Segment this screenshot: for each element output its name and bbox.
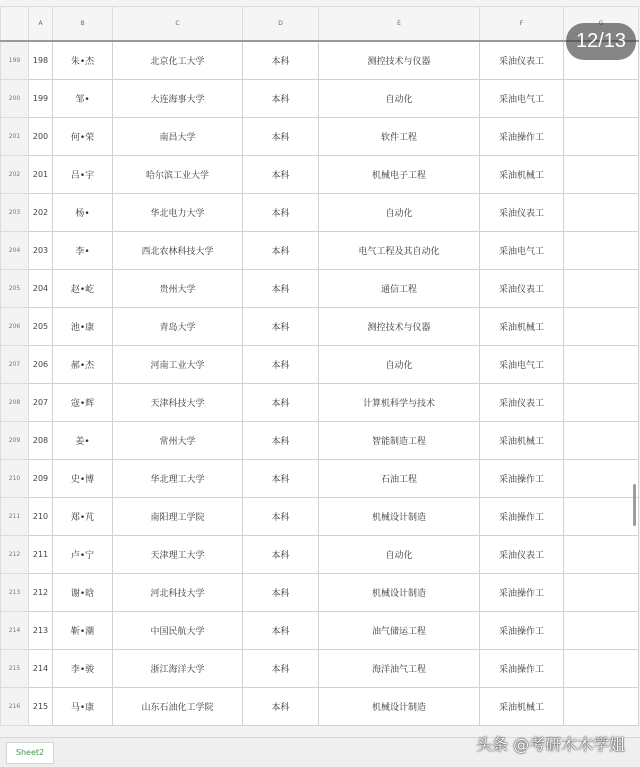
table-row <box>1 80 639 118</box>
cell-col-c[interactable]: 浙江海洋大学 <box>113 650 243 688</box>
cell-col-f[interactable]: 采油机械工 <box>480 308 564 346</box>
row-number[interactable]: 205 <box>1 270 29 308</box>
cell-col-e[interactable]: 智能制造工程 <box>319 422 480 460</box>
row-number[interactable]: 211 <box>1 498 29 536</box>
cell-col-c[interactable]: 河南工业大学 <box>113 346 243 384</box>
table-row <box>1 650 639 688</box>
cell-col-c[interactable]: 河北科技大学 <box>113 574 243 612</box>
cell-col-c[interactable]: 南昌大学 <box>113 118 243 156</box>
row-number[interactable]: 216 <box>1 688 29 726</box>
cell-col-e[interactable]: 自动化 <box>319 536 480 574</box>
cell-col-c[interactable]: 常州大学 <box>113 422 243 460</box>
cell-col-b[interactable]: 杨• <box>53 194 113 232</box>
cell-col-f[interactable]: 采油仪表工 <box>480 41 564 80</box>
cell-col-c[interactable]: 哈尔滨工业大学 <box>113 156 243 194</box>
cell-col-e[interactable]: 石油工程 <box>319 460 480 498</box>
cell-col-c[interactable]: 青岛大学 <box>113 308 243 346</box>
cell-col-b[interactable]: 朱•杰 <box>53 41 113 80</box>
row-number[interactable]: 208 <box>1 384 29 422</box>
cell-col-a[interactable]: 202 <box>29 194 53 232</box>
table-row <box>1 308 639 346</box>
grid-body <box>1 41 639 726</box>
cell-col-a[interactable]: 203 <box>29 232 53 270</box>
column-header-d[interactable]: D <box>243 7 319 42</box>
cell-col-g[interactable] <box>564 232 639 270</box>
column-header-e[interactable]: E <box>319 7 480 42</box>
cell-col-f[interactable]: 采油操作工 <box>480 612 564 650</box>
cell-col-b[interactable]: 史•博 <box>53 460 113 498</box>
cell-col-c[interactable]: 华北理工大学 <box>113 460 243 498</box>
table-row <box>1 232 639 270</box>
cell-col-d[interactable]: 本科 <box>243 536 319 574</box>
cell-col-d[interactable]: 本科 <box>243 80 319 118</box>
cell-col-g[interactable] <box>564 612 639 650</box>
cell-col-g[interactable] <box>564 688 639 726</box>
cell-col-a[interactable]: 201 <box>29 156 53 194</box>
table-row <box>1 422 639 460</box>
cell-col-b[interactable]: 谢•晗 <box>53 574 113 612</box>
cell-col-a[interactable]: 209 <box>29 460 53 498</box>
cell-col-c[interactable]: 天津理工大学 <box>113 536 243 574</box>
cell-col-b[interactable]: 邹• <box>53 80 113 118</box>
table-row <box>1 156 639 194</box>
cell-col-b[interactable]: 卢•宁 <box>53 536 113 574</box>
cell-col-e[interactable]: 自动化 <box>319 346 480 384</box>
cell-col-a[interactable]: 204 <box>29 270 53 308</box>
cell-col-g[interactable] <box>564 422 639 460</box>
vertical-scrollbar-thumb[interactable] <box>633 484 636 526</box>
cell-col-f[interactable]: 采油操作工 <box>480 460 564 498</box>
cell-col-g[interactable] <box>564 536 639 574</box>
table-row <box>1 536 639 574</box>
cell-col-e[interactable]: 测控技术与仪器 <box>319 308 480 346</box>
column-header-c[interactable]: C <box>113 7 243 42</box>
cell-col-a[interactable]: 212 <box>29 574 53 612</box>
cell-col-e[interactable]: 机械电子工程 <box>319 156 480 194</box>
cell-col-b[interactable]: 姜• <box>53 422 113 460</box>
cell-col-b[interactable]: 池•康 <box>53 308 113 346</box>
table-row <box>1 460 639 498</box>
cell-col-a[interactable]: 208 <box>29 422 53 460</box>
row-number[interactable]: 204 <box>1 232 29 270</box>
cell-col-g[interactable] <box>564 156 639 194</box>
cell-col-d[interactable]: 本科 <box>243 574 319 612</box>
cell-col-d[interactable]: 本科 <box>243 118 319 156</box>
cell-col-d[interactable]: 本科 <box>243 41 319 80</box>
cell-col-f[interactable]: 采油机械工 <box>480 688 564 726</box>
column-header-f[interactable]: F <box>480 7 564 42</box>
table-row <box>1 346 639 384</box>
cell-col-b[interactable]: 寇•辉 <box>53 384 113 422</box>
row-number[interactable]: 212 <box>1 536 29 574</box>
cell-col-a[interactable]: 211 <box>29 536 53 574</box>
cell-col-d[interactable]: 本科 <box>243 384 319 422</box>
row-number[interactable]: 202 <box>1 156 29 194</box>
cell-col-g[interactable] <box>564 118 639 156</box>
cell-col-a[interactable]: 200 <box>29 118 53 156</box>
cell-col-d[interactable]: 本科 <box>243 346 319 384</box>
table-row <box>1 688 639 726</box>
cell-col-a[interactable]: 198 <box>29 41 53 80</box>
cell-col-b[interactable]: 吕•宇 <box>53 156 113 194</box>
watermark-text: 头条 @考研木木学姐 <box>476 735 626 754</box>
row-number[interactable]: 209 <box>1 422 29 460</box>
cell-col-b[interactable]: 马•康 <box>53 688 113 726</box>
cell-col-d[interactable]: 本科 <box>243 194 319 232</box>
cell-col-c[interactable]: 贵州大学 <box>113 270 243 308</box>
select-all-corner[interactable] <box>1 7 29 42</box>
cell-col-f[interactable]: 采油电气工 <box>480 346 564 384</box>
cell-col-g[interactable] <box>564 650 639 688</box>
cell-col-e[interactable]: 自动化 <box>319 194 480 232</box>
cell-col-f[interactable]: 采油操作工 <box>480 118 564 156</box>
cell-col-c[interactable]: 大连海事大学 <box>113 80 243 118</box>
row-number[interactable]: 207 <box>1 346 29 384</box>
cell-col-a[interactable]: 210 <box>29 498 53 536</box>
table-row <box>1 498 639 536</box>
cell-col-g[interactable] <box>564 498 639 536</box>
cell-col-g[interactable] <box>564 384 639 422</box>
cell-col-g[interactable] <box>564 460 639 498</box>
cell-col-e[interactable]: 机械设计制造 <box>319 574 480 612</box>
cell-col-g[interactable] <box>564 346 639 384</box>
column-header-row <box>1 7 639 42</box>
cell-col-f[interactable]: 采油仪表工 <box>480 536 564 574</box>
image-page-counter: 12/13 <box>566 23 636 60</box>
cell-col-a[interactable]: 207 <box>29 384 53 422</box>
cell-col-e[interactable]: 自动化 <box>319 80 480 118</box>
cell-col-e[interactable]: 电气工程及其自动化 <box>319 232 480 270</box>
cell-col-e[interactable]: 软件工程 <box>319 118 480 156</box>
row-number[interactable]: 201 <box>1 118 29 156</box>
row-number[interactable]: 203 <box>1 194 29 232</box>
table-row <box>1 118 639 156</box>
cell-col-e[interactable]: 测控技术与仪器 <box>319 41 480 80</box>
cell-col-g[interactable] <box>564 574 639 612</box>
cell-col-b[interactable]: 赵•屹 <box>53 270 113 308</box>
cell-col-b[interactable]: 李• <box>53 232 113 270</box>
cell-col-b[interactable]: 郝•杰 <box>53 346 113 384</box>
cell-col-c[interactable]: 中国民航大学 <box>113 612 243 650</box>
cell-col-d[interactable]: 本科 <box>243 612 319 650</box>
cell-col-g[interactable] <box>564 80 639 118</box>
table-row <box>1 612 639 650</box>
cell-col-c[interactable]: 南阳理工学院 <box>113 498 243 536</box>
cell-col-c[interactable]: 山东石油化工学院 <box>113 688 243 726</box>
cell-col-c[interactable]: 华北电力大学 <box>113 194 243 232</box>
cell-col-e[interactable]: 油气储运工程 <box>319 612 480 650</box>
cell-col-f[interactable]: 采油仪表工 <box>480 384 564 422</box>
row-number[interactable]: 210 <box>1 460 29 498</box>
cell-col-a[interactable]: 214 <box>29 650 53 688</box>
table-row <box>1 41 639 80</box>
cell-col-d[interactable]: 本科 <box>243 460 319 498</box>
cell-col-d[interactable]: 本科 <box>243 498 319 536</box>
column-header-b[interactable]: B <box>53 7 113 42</box>
cell-col-c[interactable]: 天津科技大学 <box>113 384 243 422</box>
row-number[interactable]: 200 <box>1 80 29 118</box>
cell-col-e[interactable]: 机械设计制造 <box>319 498 480 536</box>
cell-col-f[interactable]: 采油机械工 <box>480 156 564 194</box>
cell-col-f[interactable]: 采油操作工 <box>480 498 564 536</box>
cell-col-d[interactable]: 本科 <box>243 688 319 726</box>
cell-col-g[interactable] <box>564 308 639 346</box>
cell-col-f[interactable]: 采油电气工 <box>480 232 564 270</box>
cell-col-f[interactable]: 采油机械工 <box>480 422 564 460</box>
cell-col-b[interactable]: 何•荣 <box>53 118 113 156</box>
cell-col-a[interactable]: 215 <box>29 688 53 726</box>
cell-col-b[interactable]: 靳•潮 <box>53 612 113 650</box>
cell-col-e[interactable]: 计算机科学与技术 <box>319 384 480 422</box>
cell-col-d[interactable]: 本科 <box>243 650 319 688</box>
cell-col-d[interactable]: 本科 <box>243 156 319 194</box>
cell-col-a[interactable]: 206 <box>29 346 53 384</box>
cell-col-a[interactable]: 213 <box>29 612 53 650</box>
row-number[interactable]: 214 <box>1 612 29 650</box>
table-row <box>1 384 639 422</box>
row-number[interactable]: 215 <box>1 650 29 688</box>
cell-col-e[interactable]: 通信工程 <box>319 270 480 308</box>
cell-col-e[interactable]: 海洋油气工程 <box>319 650 480 688</box>
row-number[interactable]: 206 <box>1 308 29 346</box>
cell-col-d[interactable]: 本科 <box>243 308 319 346</box>
cell-col-c[interactable]: 北京化工大学 <box>113 41 243 80</box>
cell-col-c[interactable]: 西北农林科技大学 <box>113 232 243 270</box>
table-row <box>1 194 639 232</box>
table-row <box>1 574 639 612</box>
cell-col-b[interactable]: 郑•芃 <box>53 498 113 536</box>
cell-col-f[interactable]: 采油仪表工 <box>480 194 564 232</box>
cell-col-f[interactable]: 采油电气工 <box>480 80 564 118</box>
sheet-tab-sheet2[interactable]: Sheet2 <box>6 742 54 764</box>
cell-col-g[interactable] <box>564 270 639 308</box>
table-row <box>1 270 639 308</box>
cell-col-f[interactable]: 采油仪表工 <box>480 270 564 308</box>
data-grid <box>0 6 639 726</box>
row-number[interactable]: 199 <box>1 41 29 80</box>
cell-col-g[interactable] <box>564 194 639 232</box>
cell-col-a[interactable]: 199 <box>29 80 53 118</box>
column-header-a[interactable]: A <box>29 7 53 42</box>
cell-col-f[interactable]: 采油操作工 <box>480 574 564 612</box>
cell-col-d[interactable]: 本科 <box>243 270 319 308</box>
cell-col-b[interactable]: 李•骏 <box>53 650 113 688</box>
row-number[interactable]: 213 <box>1 574 29 612</box>
cell-col-d[interactable]: 本科 <box>243 422 319 460</box>
cell-col-a[interactable]: 205 <box>29 308 53 346</box>
cell-col-e[interactable]: 机械设计制造 <box>319 688 480 726</box>
cell-col-d[interactable]: 本科 <box>243 232 319 270</box>
cell-col-f[interactable]: 采油操作工 <box>480 650 564 688</box>
